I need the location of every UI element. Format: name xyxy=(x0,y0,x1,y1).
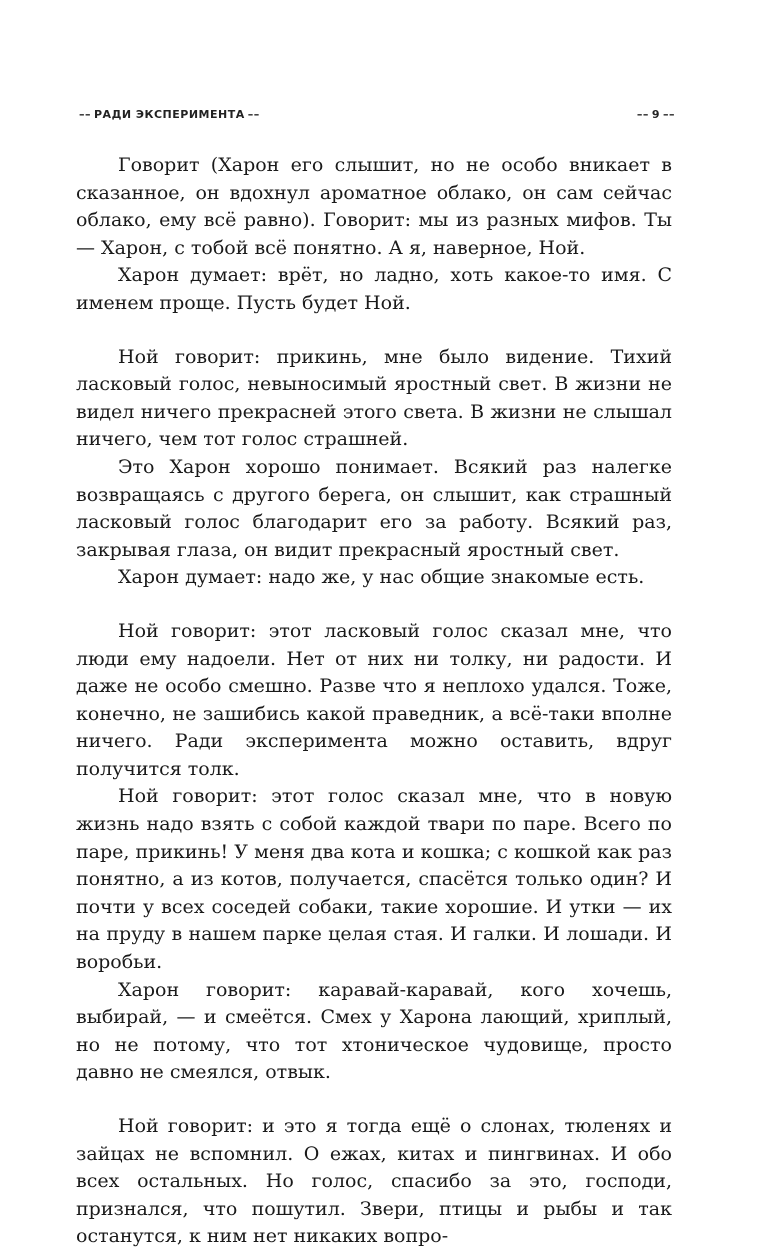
dash-ornament: –– xyxy=(247,108,260,121)
dash-ornament: –– xyxy=(79,108,91,121)
body-text xyxy=(76,152,672,1251)
paragraph: Ной говорит: этот голос сказал мне, что в новую жизнь надо взять с собой каждой твари по паре. Всего по паре, прикинь! У меня два кота и кошка; с кошкой как раз понятно, а из котов, получается, спасётся только один? И почти у всех соседей собаки, такие хорошие. И утки — их на пруду в нашем парке целая стая. И галки. И лошади. И воробьи. xyxy=(76,785,672,974)
dash-ornament: –– xyxy=(636,108,649,121)
running-title-text: РАДИ ЭКСПЕРИМЕНТА xyxy=(94,108,245,121)
paragraph: Харон думает: врёт, но ладно, хоть какое-то имя. С именем проще. Пусть будет Ной. xyxy=(76,264,672,314)
paragraph: Харон думает: надо же, у нас общие знакомые есть. xyxy=(118,566,645,589)
running-head xyxy=(76,108,678,121)
paragraph: Говорит (Харон его слышит, но не особо вникает в сказанное, он вдохнул ароматное облако, он сам сейчас облако, ему всё равно). Говорит: мы из разных мифов. Ты — Харон, с тобой всё понятно. А я, наверное, Ной. xyxy=(76,154,672,259)
paragraph: Харон говорит: каравай-каравай, кого хочешь, выбирай, — и смеётся. Смех у Харона лающий, хриплый, но не потому, что тот хтоническое чудовище, просто давно не смеялся, отвык. xyxy=(76,978,672,1084)
page-number-block xyxy=(634,108,678,121)
running-title xyxy=(76,108,263,121)
paragraph: Ной говорит: этот ласковый голос сказал мне, что люди ему надоели. Нет от них ни толку, ни радости. И даже не особо смешно. Разве что я неплохо удался. Тоже, конечно, не зашибись какой праведник, а всё-таки вполне ничего. Ради эксперимента можно оставить, вдруг получится толк. xyxy=(76,619,672,780)
paragraph: Это Харон хорошо понимает. Всякий раз налегке возвращаясь с другого берега, он слышит, как страшный ласковый голос благодарит его за работу. Всякий раз, закрывая глаза, он видит прекрасный яростный свет. xyxy=(76,455,672,561)
page-number: 9 xyxy=(651,108,660,121)
paragraph: Ной говорит: и это я тогда ещё о слонах, тюленях и зайцах не вспомнил. О ежах, китах и пингвинах. И обо всех остальных. Но голос, спасибо за это, господи, признался, что пошутил. Звери, птицы и рыбы и так останутся, к ним нет никаких вопро- xyxy=(76,1115,672,1248)
paragraph: Ной говорит: прикинь, мне было видение. Тихий ласковый голос, невыносимый яростный свет. В жизни не видел ничего прекрасней этого света. В жизни не слышал ничего, чем тот голос страшней. xyxy=(76,345,672,451)
dash-ornament: –– xyxy=(663,108,675,121)
